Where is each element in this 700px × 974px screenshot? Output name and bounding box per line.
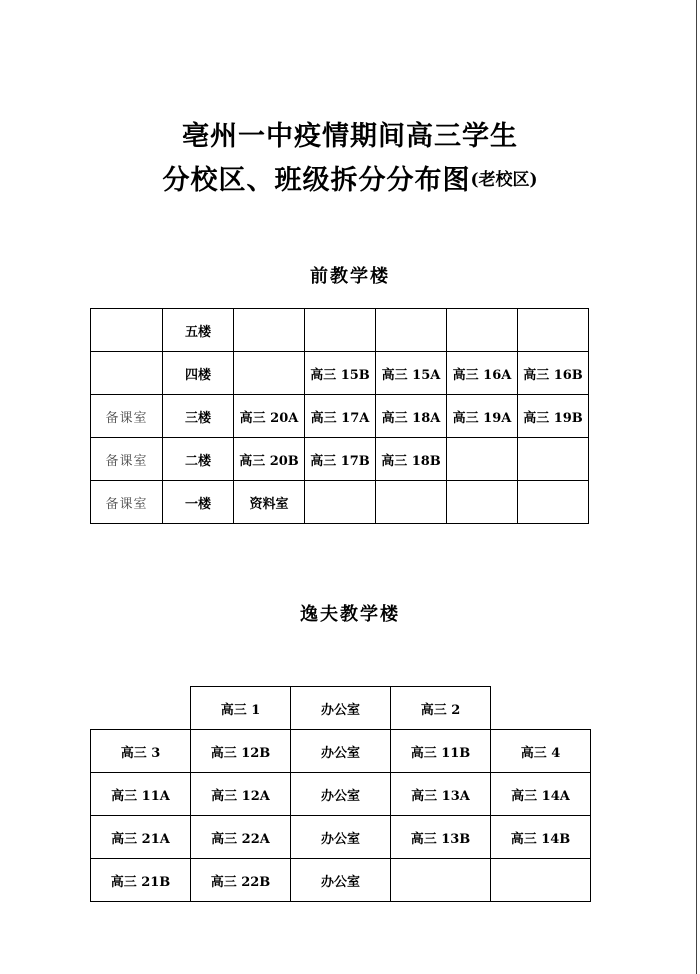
table-cell: 高三 1: [191, 687, 291, 730]
table-cell: 办公室: [291, 730, 391, 773]
floor-label: 三楼: [163, 395, 234, 438]
prep-room-label: 备课室: [91, 438, 163, 481]
document-title-line-1: 亳州一中疫情期间高三学生: [182, 121, 518, 152]
front-building-title: 前教学楼: [310, 266, 390, 287]
table-cell: 办公室: [291, 687, 391, 730]
table-cell: 资料室: [234, 481, 305, 524]
table-row: [91, 687, 591, 730]
table-cell: 高三 15A: [376, 352, 447, 395]
table-cell: 高三 17B: [305, 438, 376, 481]
table-cell: [518, 438, 589, 481]
table-row: [91, 773, 591, 816]
table-cell: 办公室: [291, 773, 391, 816]
table-cell: 高三 21A: [91, 816, 191, 859]
table-cell: [305, 481, 376, 524]
table-cell: 高三 18A: [376, 395, 447, 438]
table-cell: 高三 14B: [491, 816, 591, 859]
table-row: [91, 816, 591, 859]
table-cell: [518, 481, 589, 524]
table-cell: 高三 12B: [191, 730, 291, 773]
table-cell: [376, 309, 447, 352]
table-row: [91, 481, 589, 524]
table-cell: [234, 352, 305, 395]
table-cell: 高三 22B: [191, 859, 291, 902]
table-cell: [491, 687, 591, 730]
table-cell: [447, 309, 518, 352]
table-cell: 高三 17A: [305, 395, 376, 438]
table-cell: [234, 309, 305, 352]
front-building-table: [90, 308, 589, 524]
table-cell: 高三 22A: [191, 816, 291, 859]
table-cell: [376, 481, 447, 524]
document-title-line-2: [0, 158, 700, 197]
table-cell: 高三 12A: [191, 773, 291, 816]
table-cell: [91, 309, 163, 352]
table-row: [91, 730, 591, 773]
table-cell: 高三 11A: [91, 773, 191, 816]
table-cell: [91, 352, 163, 395]
table-cell: 高三 16A: [447, 352, 518, 395]
table-cell: 高三 15B: [305, 352, 376, 395]
table-cell: 高三 13B: [391, 816, 491, 859]
floor-label: 二楼: [163, 438, 234, 481]
table-cell: 高三 20A: [234, 395, 305, 438]
floor-label: 五楼: [163, 309, 234, 352]
table-cell: 高三 13A: [391, 773, 491, 816]
table-cell: 办公室: [291, 859, 391, 902]
table-cell: 办公室: [291, 816, 391, 859]
table-cell: [447, 481, 518, 524]
document-title-main: 分校区、班级拆分分布图: [162, 165, 471, 196]
floor-label: 一楼: [163, 481, 234, 524]
table-row: [91, 859, 591, 902]
yifu-building-title: 逸夫教学楼: [300, 604, 400, 625]
table-cell: 高三 21B: [91, 859, 191, 902]
table-cell: 高三 2: [391, 687, 491, 730]
table-cell: [391, 859, 491, 902]
table-cell: 高三 16B: [518, 352, 589, 395]
table-row: [91, 309, 589, 352]
table-cell: 高三 19B: [518, 395, 589, 438]
table-cell: 高三 18B: [376, 438, 447, 481]
prep-room-label: 备课室: [91, 395, 163, 438]
floor-label: 四楼: [163, 352, 234, 395]
table-cell: [491, 859, 591, 902]
table-row: [91, 352, 589, 395]
table-cell: 高三 4: [491, 730, 591, 773]
table-cell: 高三 3: [91, 730, 191, 773]
table-cell: 高三 11B: [391, 730, 491, 773]
table-row: [91, 395, 589, 438]
table-cell: [518, 309, 589, 352]
table-cell: [447, 438, 518, 481]
table-cell: 高三 19A: [447, 395, 518, 438]
document-title-suffix: (老校区): [470, 170, 538, 190]
table-cell: [91, 687, 191, 730]
prep-room-label: 备课室: [91, 481, 163, 524]
yifu-building-table: [90, 686, 591, 902]
table-cell: [305, 309, 376, 352]
table-cell: 高三 14A: [491, 773, 591, 816]
table-cell: 高三 20B: [234, 438, 305, 481]
table-row: [91, 438, 589, 481]
